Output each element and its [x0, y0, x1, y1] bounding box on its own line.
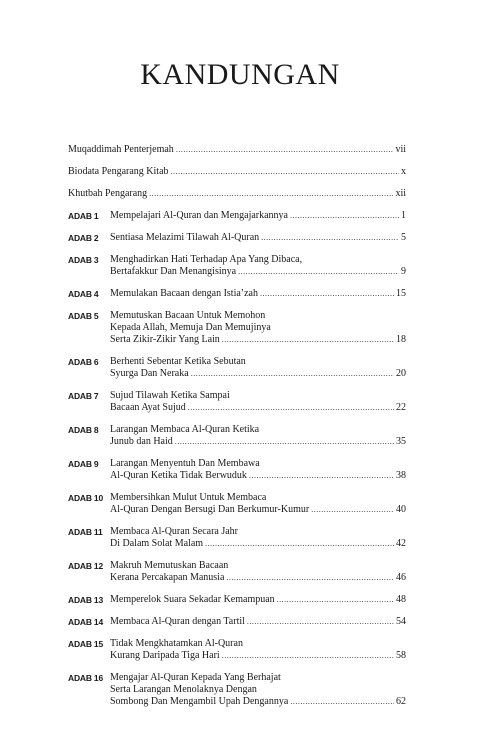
dot-leader: [226, 572, 394, 584]
toc-entry-title: Membaca Al-Quran Secara Jahr: [110, 526, 238, 537]
dot-leader: [188, 402, 394, 414]
toc-entry-line: [110, 424, 406, 436]
toc-entry-title: Serta Zikir-Zikir Yang Lain: [110, 334, 220, 345]
toc-entry-line: [110, 470, 406, 482]
toc-entry[interactable]: [68, 594, 406, 606]
toc-entry-title: Al-Quran Dengan Bersugi Dan Berkumur-Kumur: [110, 504, 310, 515]
toc-entry-text: [110, 424, 406, 448]
toc-entry-label: ADAB 2: [68, 233, 99, 243]
toc-entry-title: Kerana Percakapan Manusia: [110, 572, 225, 583]
toc-entry-label: ADAB 11: [68, 527, 103, 537]
toc-entry[interactable]: [68, 390, 406, 414]
dot-leader: [222, 334, 394, 346]
dot-leader: [238, 266, 399, 278]
table-of-contents: [68, 144, 406, 708]
page-number: 1: [401, 210, 406, 221]
page-number: xii: [395, 188, 406, 199]
page-number: 62: [396, 696, 406, 707]
toc-entry-title: Larangan Menyentuh Dan Membawa: [110, 458, 260, 469]
toc-entry-title: Membersihkan Mulut Untuk Membaca: [110, 492, 267, 503]
dot-leader: [171, 166, 399, 178]
toc-entry-line: [110, 616, 406, 628]
page-title: KANDUNGAN: [140, 58, 340, 91]
toc-entry-line: [110, 254, 406, 266]
toc-entry[interactable]: [68, 232, 406, 244]
page-number: vii: [395, 144, 406, 155]
toc-entry-text: [110, 458, 406, 482]
page-number: 48: [396, 594, 406, 605]
page-number: 58: [396, 650, 406, 661]
toc-entry-title: Memutuskan Bacaan Untuk Memohon: [110, 310, 266, 321]
toc-entry[interactable]: [68, 616, 406, 628]
toc-entry-line: [110, 538, 406, 550]
toc-entry-line: [110, 572, 406, 584]
toc-entry-title: Al-Quran Ketika Tidak Berwuduk: [110, 470, 247, 481]
toc-entry-text: [110, 390, 406, 414]
toc-entry[interactable]: [68, 166, 406, 178]
toc-entry[interactable]: [68, 492, 406, 516]
dot-leader: [247, 616, 394, 628]
page-number: 22: [396, 402, 406, 413]
dot-leader: [249, 470, 394, 482]
page-number: 54: [396, 616, 406, 627]
toc-entry-label: ADAB 10: [68, 493, 103, 503]
toc-entry[interactable]: [68, 310, 406, 346]
dot-leader: [260, 288, 394, 300]
dot-leader: [176, 144, 394, 156]
toc-entry-label: ADAB 14: [68, 617, 103, 627]
page-number: 15: [396, 288, 406, 299]
toc-entry-label: ADAB 13: [68, 595, 103, 605]
toc-entry[interactable]: [68, 638, 406, 662]
toc-entry-title: Kurang Daripada Tiga Hari: [110, 650, 220, 661]
page-number: 35: [396, 436, 406, 447]
toc-entry-label: ADAB 1: [68, 211, 99, 221]
dot-leader: [175, 436, 394, 448]
toc-entry-text: [110, 526, 406, 550]
toc-entry-line: [110, 492, 406, 504]
dot-leader: [277, 594, 394, 606]
toc-entry-text: [110, 288, 406, 300]
toc-entry-line: [110, 684, 406, 696]
toc-entry-label: ADAB 7: [68, 391, 99, 401]
toc-entry[interactable]: [68, 144, 406, 156]
toc-entry-title: Larangan Membaca Al-Quran Ketika: [110, 424, 260, 435]
toc-entry-text: [110, 638, 406, 662]
toc-entry-label: ADAB 16: [68, 673, 103, 683]
page-number: 9: [401, 266, 406, 277]
page-number: 18: [396, 334, 406, 345]
page-number: 46: [396, 572, 406, 583]
toc-entry-line: [110, 504, 406, 516]
toc-entry[interactable]: [68, 288, 406, 300]
toc-entry-title: Kepada Allah, Memuja Dan Memujinya: [110, 322, 271, 333]
toc-entry[interactable]: [68, 210, 406, 222]
toc-entry-label: ADAB 5: [68, 311, 99, 321]
toc-entry-line: [110, 310, 406, 322]
toc-entry-text: [68, 166, 406, 178]
toc-entry-line: [110, 672, 406, 684]
toc-entry-title: Memulakan Bacaan dengan Istia’zah: [110, 288, 258, 299]
toc-entry-label: ADAB 15: [68, 639, 103, 649]
toc-entry-line: [110, 458, 406, 470]
toc-entry-title: Tidak Mengkhatamkan Al-Quran: [110, 638, 243, 649]
toc-entry-title: Bacaan Ayat Sujud: [110, 402, 186, 413]
toc-entry-line: [110, 436, 406, 448]
toc-entry-title: Menghadirkan Hati Terhadap Apa Yang Dibaca,: [110, 254, 303, 265]
toc-entry-title: Membaca Al-Quran dengan Tartil: [110, 616, 245, 627]
toc-entry[interactable]: [68, 254, 406, 278]
toc-entry-text: [110, 210, 406, 222]
toc-entry-label: ADAB 12: [68, 561, 103, 571]
toc-entry[interactable]: [68, 672, 406, 708]
toc-entry-title: Sentiasa Melazimi Tilawah Al-Quran: [110, 232, 260, 243]
page-number: x: [401, 166, 406, 177]
toc-entry-text: [110, 560, 406, 584]
dot-leader: [261, 232, 399, 244]
toc-entry-line: [110, 526, 406, 538]
toc-entry-title: Di Dalam Solat Malam: [110, 538, 204, 549]
toc-entry-line: [110, 638, 406, 650]
toc-entry[interactable]: [68, 424, 406, 448]
dot-leader: [311, 504, 394, 516]
toc-entry-line: [110, 402, 406, 414]
toc-entry-line: [68, 166, 406, 178]
toc-entry-title: Syurga Dan Neraka: [110, 368, 189, 379]
toc-entry-text: [68, 188, 406, 200]
dot-leader: [290, 696, 394, 708]
toc-entry-text: [110, 254, 406, 278]
toc-entry-line: [110, 390, 406, 402]
toc-entry-line: [110, 560, 406, 572]
toc-entry-text: [110, 616, 406, 628]
toc-entry-line: [110, 288, 406, 300]
dot-leader: [191, 368, 394, 380]
toc-entry-label: ADAB 8: [68, 425, 99, 435]
toc-entry-title: Mengajar Al-Quran Kepada Yang Berhajat: [110, 672, 281, 683]
toc-entry-line: [110, 594, 406, 606]
toc-entry-text: [110, 356, 406, 380]
toc-entry-title: Sujud Tilawah Ketika Sampai: [110, 390, 230, 401]
dot-leader: [205, 538, 394, 550]
toc-entry-text: [110, 594, 406, 606]
dot-leader: [290, 210, 399, 222]
toc-entry-text: [110, 492, 406, 516]
toc-entry[interactable]: [68, 188, 406, 200]
toc-entry-title: Mempelajari Al-Quran dan Mengajarkannya: [110, 210, 288, 221]
toc-entry-label: ADAB 3: [68, 255, 99, 265]
toc-entry-title: Serta Larangan Menolaknya Dengan: [110, 684, 257, 695]
toc-entry-text: [110, 672, 406, 708]
toc-entry-line: [110, 210, 406, 222]
toc-entry-line: [110, 356, 406, 368]
toc-entry-text: [110, 310, 406, 346]
toc-entry-title: Biodata Pengarang Kitab: [68, 166, 169, 177]
toc-entry-line: [68, 188, 406, 200]
toc-entry-line: [110, 266, 406, 278]
toc-entry-title: Muqaddimah Penterjemah: [68, 144, 174, 155]
toc-entry-text: [68, 144, 406, 156]
toc-entry-text: [110, 232, 406, 244]
toc-entry-line: [110, 650, 406, 662]
toc-entry[interactable]: [68, 560, 406, 584]
toc-entry-line: [110, 322, 406, 334]
toc-entry[interactable]: [68, 458, 406, 482]
toc-entry-line: [110, 696, 406, 708]
toc-entry-line: [110, 334, 406, 346]
toc-entry-label: ADAB 9: [68, 459, 99, 469]
toc-entry-line: [110, 232, 406, 244]
page-number: 42: [396, 538, 406, 549]
toc-entry-line: [110, 368, 406, 380]
toc-entry-title: Makruh Memutuskan Bacaan: [110, 560, 229, 571]
dot-leader: [222, 650, 394, 662]
toc-entry-title: Junub dan Haid: [110, 436, 173, 447]
toc-entry-label: ADAB 6: [68, 357, 99, 367]
toc-entry-line: [68, 144, 406, 156]
toc-entry-title: Khutbah Pengarang: [68, 188, 148, 199]
toc-entry-title: Sombong Dan Mengambil Upah Dengannya: [110, 696, 289, 707]
toc-entry-title: Bertafakkur Dan Menangisinya: [110, 266, 237, 277]
toc-entry[interactable]: [68, 356, 406, 380]
toc-entry[interactable]: [68, 526, 406, 550]
toc-entry-title: Memperelok Suara Sekadar Kemampuan: [110, 594, 275, 605]
page-number: 40: [396, 504, 406, 515]
page-number: 20: [396, 368, 406, 379]
dot-leader: [149, 188, 393, 200]
page-number: 38: [396, 470, 406, 481]
toc-entry-label: ADAB 4: [68, 289, 99, 299]
toc-entry-title: Berhenti Sebentar Ketika Sebutan: [110, 356, 246, 367]
page-number: 5: [401, 232, 406, 243]
